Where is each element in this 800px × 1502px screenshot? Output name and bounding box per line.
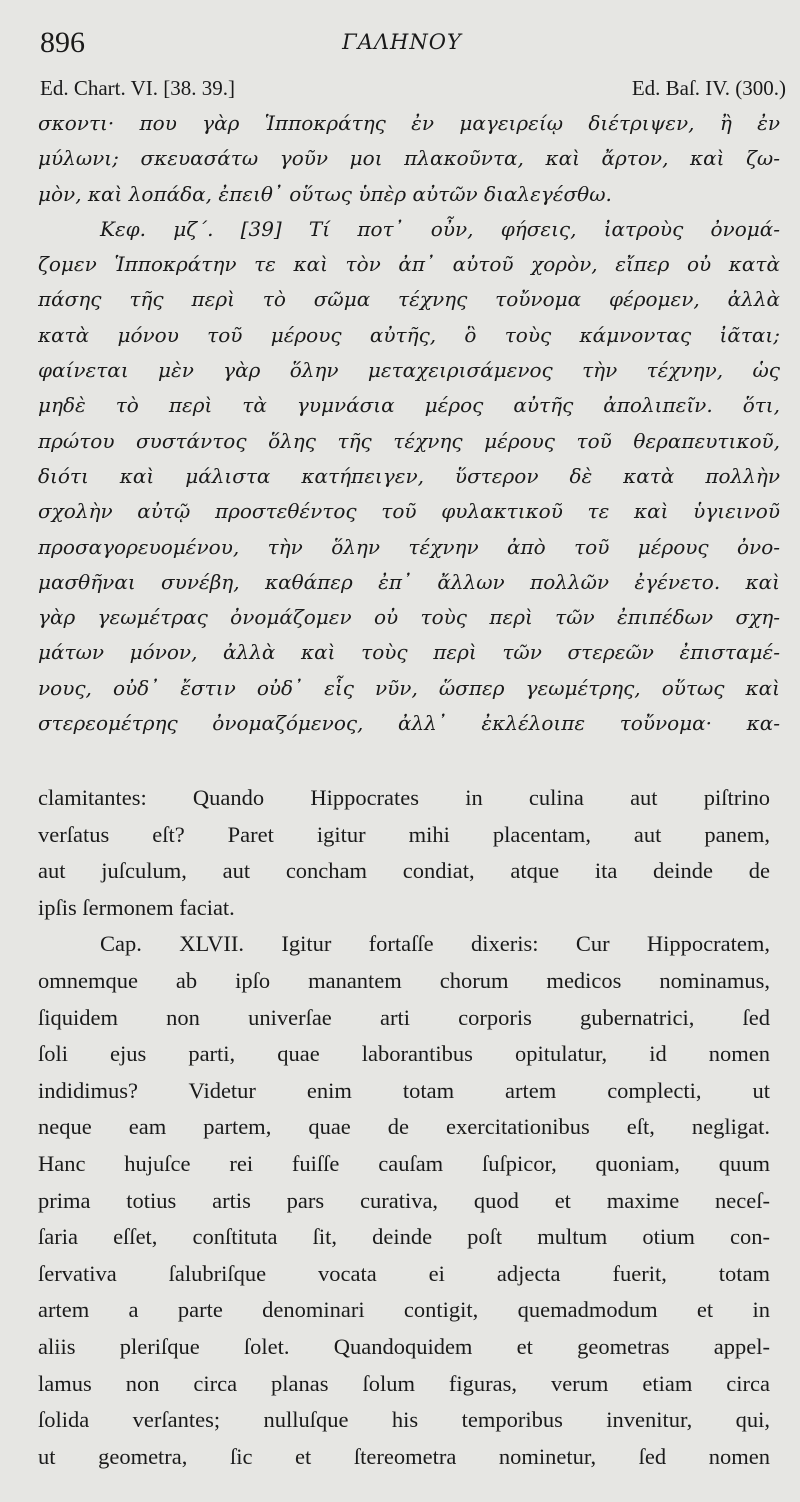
page-header xyxy=(40,24,764,64)
greek-line: πρώτου συστάντος ὅλης τῆς τέχνης μέρους τοῦ θεραπευτικοῦ, xyxy=(38,428,780,453)
latin-line: neque eam partem, quae de exercitationibus eſt, negligat. xyxy=(38,1114,770,1140)
latin-text-block xyxy=(38,780,770,1475)
greek-line: νους, οὐδ᾽ ἔστιν οὐδ᾽ εἷς νῦν, ὥσπερ γεωμέτρης, οὕτως καὶ xyxy=(38,675,780,700)
latin-line: aliis pleriſque ſolet. Quandoquidem et geometras appel- xyxy=(38,1333,770,1359)
greek-line: στερεομέτρης ὀνομαζόμενος, ἀλλ᾽ ἐκλέλοιπε τοὔνομα· κα- xyxy=(38,711,780,736)
latin-line: ſaria eſſet, conſtituta ſit, deinde poſt multum otium con- xyxy=(38,1224,770,1250)
latin-line: ſoli ejus parti, quae laborantibus opitulatur, id nomen xyxy=(38,1041,770,1067)
greek-line: μὸν, καὶ λοπάδα, ἐπειθ᾽ οὕτως ὑπὲρ αὐτῶν διαλεγέσθω. xyxy=(38,181,612,206)
latin-line: ipſis ſermonem faciat. xyxy=(38,894,235,920)
latin-line: ſervativa ſalubriſque vocata ei adjecta fuerit, totam xyxy=(38,1260,770,1286)
latin-line: lamus non circa planas ſolum figuras, verum etiam circa xyxy=(38,1370,770,1396)
greek-text-block xyxy=(38,106,780,741)
latin-line: ut geometra, ſic et ſtereometra nominetur, ſed nomen xyxy=(38,1443,770,1469)
greek-chapter-heading-line: Κεφ. μζ΄. [39] Τί ποτ᾽ οὖν, φήσεις, ἰατροὺς ὀνομά- xyxy=(100,216,780,241)
greek-line: διότι καὶ μάλιστα κατήπειγεν, ὕστερον δὲ κατὰ πολλὴν xyxy=(38,463,780,488)
greek-line: σχολὴν αὐτῷ προστεθέντος τοῦ φυλακτικοῦ τε καὶ ὑγιεινοῦ xyxy=(38,499,780,524)
latin-line: verſatus eſt? Paret igitur mihi placentam, aut panem, xyxy=(38,821,770,847)
latin-line: ſolida verſantes; nulluſque his temporibus invenitur, qui, xyxy=(38,1407,770,1433)
latin-line: Hanc hujuſce rei fuiſſe cauſam ſuſpicor, quoniam, quum xyxy=(38,1150,770,1176)
edition-chartier-reference: Ed. Chart. VI. [38. 39.] xyxy=(40,76,235,100)
greek-line: μασθῆναι συνέβη, καθάπερ ἐπ᾽ ἄλλων πολλῶν ἐγένετο. καὶ xyxy=(38,569,780,594)
greek-line: γὰρ γεωμέτρας ὀνομάζομεν οὐ τοὺς περὶ τῶν ἐπιπέδων σχη- xyxy=(38,605,780,630)
greek-line: ζομεν Ἱπποκράτην τε καὶ τὸν ἀπ᾽ αὐτοῦ χορὸν, εἴπερ οὐ κατὰ xyxy=(38,252,780,277)
latin-line: aut juſculum, aut concham condiat, atque ita deinde de xyxy=(38,858,770,884)
latin-line: indidimus? Videtur enim totam artem complecti, ut xyxy=(38,1077,770,1103)
latin-line: omnemque ab ipſo manantem chorum medicos nominamus, xyxy=(38,967,770,993)
greek-line: μύλωνι; σκευασάτω γοῦν μοι πλακοῦντα, καὶ ἄρτον, καὶ ζω- xyxy=(38,146,780,171)
greek-line: μάτων μόνον, ἀλλὰ καὶ τοὺς περὶ τῶν στερεῶν ἐπισταμέ- xyxy=(38,640,780,665)
latin-line: prima totius artis pars curativa, quod et maxime neceſ- xyxy=(38,1187,770,1213)
latin-chapter-heading-line: Cap. XLVII. Igitur fortaſſe dixeris: Cur Hippocratem, xyxy=(100,931,770,957)
greek-line: κατὰ μόνου τοῦ μέρους αὐτῆς, ὃ τοὺς κάμνοντας ἰᾶται; xyxy=(38,322,780,347)
greek-line: σκοντι· που γὰρ Ἱπποκράτης ἐν μαγειρείῳ διέτριψεν, ἢ ἐν xyxy=(38,111,780,135)
greek-line: φαίνεται μὲν γὰρ ὅλην μεταχειρισάμενος τὴν τέχνην, ὡς xyxy=(38,358,780,383)
running-title: ΓΑΛΗΝΟΥ xyxy=(342,30,462,54)
greek-line: πάσης τῆς περὶ τὸ σῶμα τέχνης τοὔνομα φέρομεν, ἀλλὰ xyxy=(38,287,780,312)
latin-line: ſiquidem non univerſae arti corporis gubernatrici, ſed xyxy=(38,1004,770,1030)
greek-line: μηδὲ τὸ περὶ τὰ γυμνάσια μέρος αὐτῆς ἀπολιπεῖν. ὅτι, xyxy=(38,393,780,418)
latin-line: artem a parte denominari contigit, quemadmodum et in xyxy=(38,1297,770,1323)
page-number: 896 xyxy=(40,26,85,59)
edition-basel-reference: Ed. Baſ. IV. (300.) xyxy=(631,76,786,100)
latin-line: clamitantes: Quando Hippocrates in culina aut piſtrino xyxy=(38,785,770,810)
edition-references xyxy=(40,76,786,106)
greek-line: προσαγορευομένου, τὴν ὅλην τέχνην ἀπὸ τοῦ μέρους ὀνο- xyxy=(38,534,780,559)
